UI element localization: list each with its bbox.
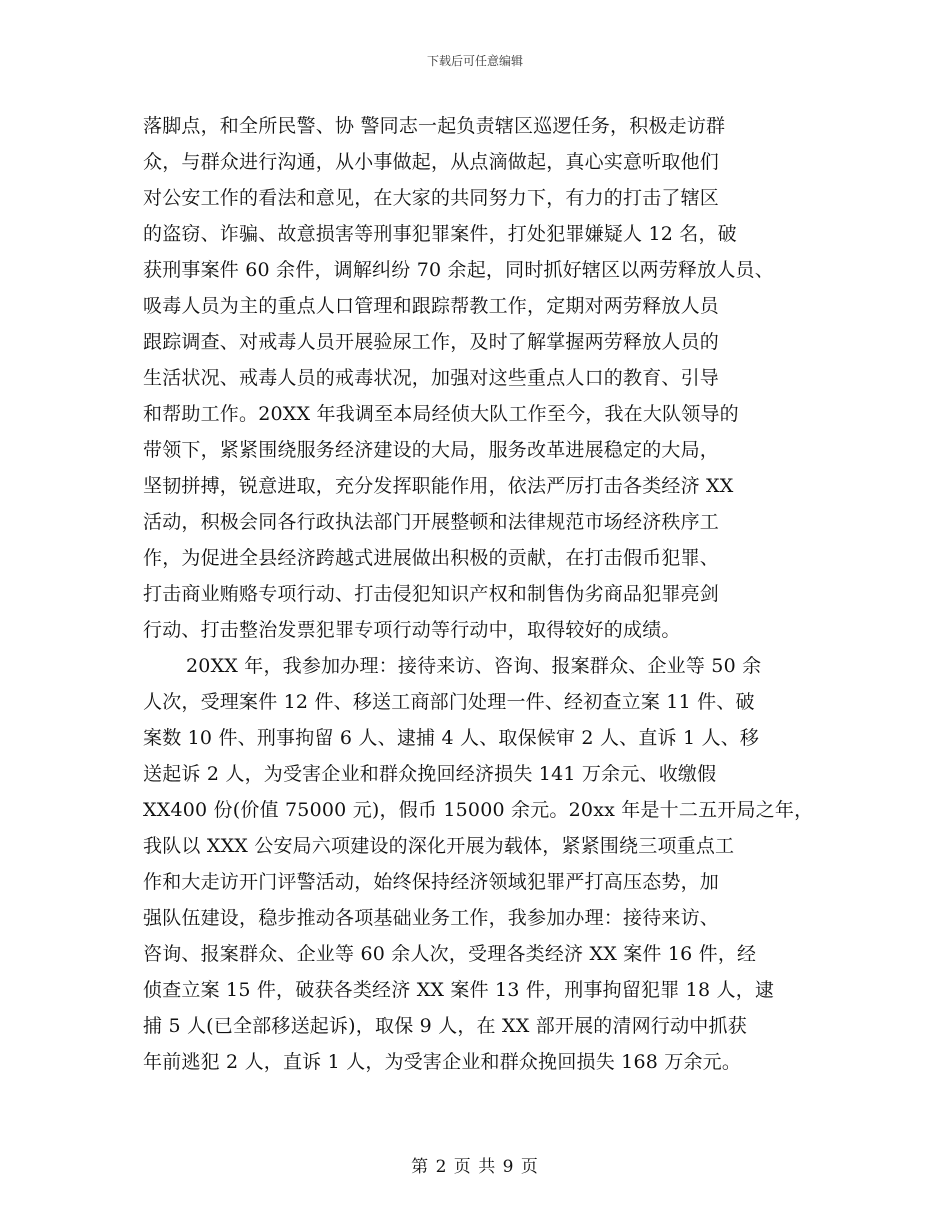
body-line: 人次，受理案件 12 件、移送工商部门处理一件、经初查立案 11 件、破 <box>143 691 755 713</box>
body-line: 作和大走访开门评警活动，始终保持经济领域犯罪严打高压态势，加 <box>143 871 720 893</box>
page-number-footer: 第 2 页 共 9 页 <box>411 1157 539 1177</box>
body-line: 对公安工作的看法和意见，在大家的共同努力下，有力的打击了辖区 <box>143 187 720 209</box>
body-line: 行动、打击整治发票犯罪专项行动等行动中，取得较好的成绩。 <box>143 619 681 641</box>
body-line: 生活状况、戒毒人员的戒毒状况，加强对这些重点人口的教育、引导 <box>143 367 720 389</box>
body-line: 获刑事案件 60 余件，调解纠纷 70 余起，同时抓好辖区以两劳释放人员、 <box>143 259 774 281</box>
body-line: 打击商业贿赂专项行动、打击侵犯知识产权和制售伪劣商品犯罪亮剑 <box>143 583 720 605</box>
document-body <box>143 108 843 1080</box>
body-line: 活动，积极会同各行政执法部门开展整顿和法律规范市场经济秩序工 <box>143 511 720 533</box>
body-line: 送起诉 2 人，为受害企业和群众挽回经济损失 141 万余元、收缴假 <box>143 763 717 785</box>
body-line: 跟踪调查、对戒毒人员开展验尿工作，及时了解掌握两劳释放人员的 <box>143 331 720 353</box>
paragraph-start-line: 20XX 年，我参加办理：接待来访、咨询、报案群众、企业等 50 余 <box>186 655 762 677</box>
body-line: 众，与群众进行沟通，从小事做起，从点滴做起，真心实意听取他们 <box>143 151 720 173</box>
body-line: 坚韧拼搏，锐意进取，充分发挥职能作用，依法严厉打击各类经济 XX <box>143 475 734 497</box>
body-line: 强队伍建设，稳步推动各项基础业务工作，我参加办理：接待来访、 <box>143 907 720 929</box>
body-line: 和帮助工作。20XX 年我调至本局经侦大队工作至今，我在大队领导的 <box>143 403 739 425</box>
body-line: 捕 5 人(已全部移送起诉)，取保 9 人，在 XX 部开展的清网行动中抓获 <box>143 1015 747 1037</box>
body-line: 年前逃犯 2 人，直诉 1 人，为受害企业和群众挽回损失 168 万余元。 <box>143 1051 742 1073</box>
body-line: 带领下，紧紧围绕服务经济建设的大局，服务改革进展稳定的大局， <box>143 439 720 461</box>
body-line: XX400 份(价值 75000 元)，假币 15000 余元。20xx 年是十二五开局之年， <box>143 799 814 821</box>
page-header: 下载后可任意编辑 <box>426 54 523 68</box>
body-line: 落脚点，和全所民警、协 警同志一起负责辖区巡逻任务，积极走访群 <box>143 115 726 137</box>
body-line: 我队以 XXX 公安局六项建设的深化开展为载体，紧紧围绕三项重点工 <box>143 835 735 857</box>
body-line: 侦查立案 15 件，破获各类经济 XX 案件 13 件，刑事拘留犯罪 18 人，逮 <box>143 979 775 1001</box>
body-line: 咨询、报案群众、企业等 60 余人次，受理各类经济 XX 案件 16 件，经 <box>143 943 757 965</box>
body-line: 的盗窃、诈骗、故意损害等刑事犯罪案件，打处犯罪嫌疑人 12 名，破 <box>143 223 737 245</box>
body-line: 作，为促进全县经济跨越式进展做出积极的贡献，在打击假币犯罪、 <box>143 547 720 569</box>
body-line: 吸毒人员为主的重点人口管理和跟踪帮教工作，定期对两劳释放人员 <box>143 295 720 317</box>
body-line: 案数 10 件、刑事拘留 6 人、逮捕 4 人、取保候审 2 人、直诉 1 人、移 <box>143 727 760 749</box>
